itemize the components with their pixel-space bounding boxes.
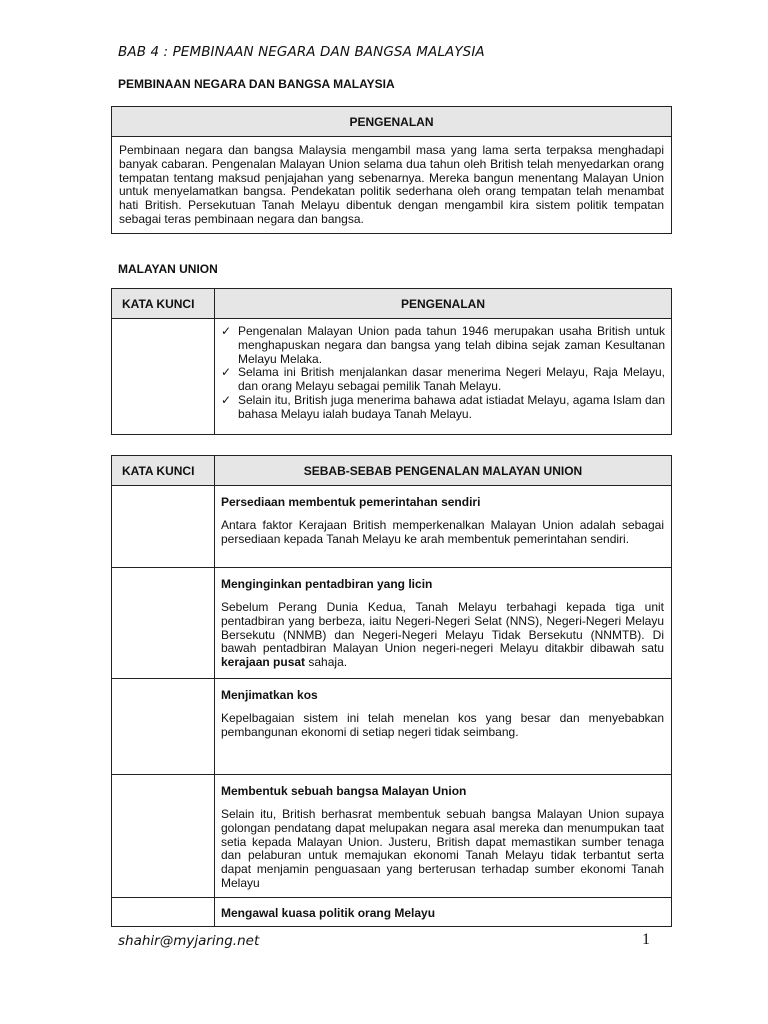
table-row bbox=[112, 775, 672, 898]
keyword-cell bbox=[112, 775, 215, 898]
table-row bbox=[112, 897, 672, 926]
row-heading: Membentuk sebuah bangsa Malayan Union bbox=[221, 784, 467, 798]
column-header-keyword: KATA KUNCI bbox=[112, 456, 215, 486]
row-text bbox=[221, 601, 664, 670]
column-header-sebab: SEBAB-SEBAB PENGENALAN MALAYAN UNION bbox=[215, 456, 672, 486]
check-icon: ✓ bbox=[221, 365, 232, 380]
keyword-cell bbox=[112, 679, 215, 775]
section-heading-malayan-union: MALAYAN UNION bbox=[118, 262, 218, 276]
row-heading: Menjimatkan kos bbox=[221, 688, 318, 702]
column-header-pengenalan: PENGENALAN bbox=[215, 289, 672, 319]
table-row bbox=[112, 486, 672, 568]
row-text-emphasis: kerajaan pusat bbox=[221, 655, 306, 670]
intro-heading: PENGENALAN bbox=[112, 107, 672, 137]
bullet-text: Selama ini British menjalankan dasar menerima Negeri Melayu, Raja Melayu, dan orang Melayu sebagai pemilik Tanah Melayu. bbox=[238, 365, 665, 394]
list-item bbox=[221, 325, 665, 366]
row-text-part: Sebelum Perang Dunia Kedua, Tanah Melayu terbahagi kepada tiga unit pentadbiran yang berbeza, iaitu Negeri-Negeri Selat (NNS), Negeri-Negeri Melayu Bersekutu (NNMB) dan Negeri-Negeri Melayu Tidak Bersekutu (NNMTB). Di bawah pentadbiran Malayan Union negeri-negeri Melayu ditakbir dibawah satu bbox=[221, 600, 664, 656]
intro-text: Pembinaan negara dan bangsa Malaysia mengambil masa yang lama serta terpaksa menghadapi banyak cabaran. Pengenalan Malayan Union selama dua tahun oleh British telah menyedarkan orang tempatan tentang maksud penjajahan yang sebenarnya. Mereka bangun menentang Malayan Union untuk menyelamatkan bangsa. Pendekatan politik sederhana oleh orang tempatan telah menambat hati British. Persekutuan Tanah Melayu dibentuk dengan mengambil kira sistem politik tempatan sebagai teras pembinaan negara dan bangsa. bbox=[119, 143, 664, 226]
intro-box bbox=[111, 106, 672, 234]
row-heading: Persediaan membentuk pemerintahan sendiri bbox=[221, 495, 481, 509]
list-item bbox=[221, 366, 665, 394]
bullet-text: Pengenalan Malayan Union pada tahun 1946 merupakan usaha British untuk menghapuskan negara dan bangsa yang telah dibina sejak zaman Kesultanan Melayu Melaka. bbox=[238, 324, 665, 366]
column-header-keyword: KATA KUNCI bbox=[112, 289, 215, 319]
bullet-list bbox=[221, 325, 665, 422]
row-text: Selain itu, British berhasrat membentuk sebuah bangsa Malayan Union supaya golongan pendatang dapat melupakan negara asal mereka dan menumpukan taat setia kepada Malayan Union. Justeru, British dapat memastikan sumber tenaga dan pelaburan untuk memajukan ekonomi Tanah Melayu tidak terbantut serta dapat menjamin penguasaan yang berterusan terhadap sumber ekonomi Tanah Melayu bbox=[221, 807, 664, 890]
table-row bbox=[112, 568, 672, 679]
table-pengenalan bbox=[111, 288, 672, 435]
table-row bbox=[112, 679, 672, 775]
check-icon: ✓ bbox=[221, 392, 232, 407]
row-heading: Mengawal kuasa politik orang Melayu bbox=[221, 905, 436, 920]
row-text-part: sahaja. bbox=[305, 655, 348, 670]
keyword-cell bbox=[112, 319, 215, 435]
row-text: Kepelbagaian sistem ini telah menelan kos yang besar dan menyebabkan pembangunan ekonomi di setiap negeri tidak seimbang. bbox=[221, 711, 664, 739]
footer-email: shahir@myjaring.net bbox=[118, 933, 260, 949]
row-text: Antara faktor Kerajaan British memperkenalkan Malayan Union adalah sebagai persediaan kepada Tanah Melayu ke arah membentuk pemerintahan sendiri. bbox=[221, 518, 664, 546]
chapter-header: BAB 4 : PEMBINAAN NEGARA DAN BANGSA MALAYSIA bbox=[118, 44, 485, 60]
bullet-text: Selain itu, British juga menerima bahawa adat istiadat Melayu, agama Islam dan bahasa Melayu ialah budaya Tanah Melayu. bbox=[238, 392, 665, 421]
list-item bbox=[221, 394, 665, 422]
row-heading: Menginginkan pentadbiran yang licin bbox=[221, 577, 433, 591]
keyword-cell bbox=[112, 486, 215, 568]
table-sebab bbox=[111, 455, 672, 927]
document-title: PEMBINAAN NEGARA DAN BANGSA MALAYSIA bbox=[118, 77, 395, 91]
check-icon: ✓ bbox=[221, 324, 232, 338]
page-number: 1 bbox=[642, 931, 650, 948]
keyword-cell bbox=[112, 897, 215, 926]
keyword-cell bbox=[112, 568, 215, 679]
